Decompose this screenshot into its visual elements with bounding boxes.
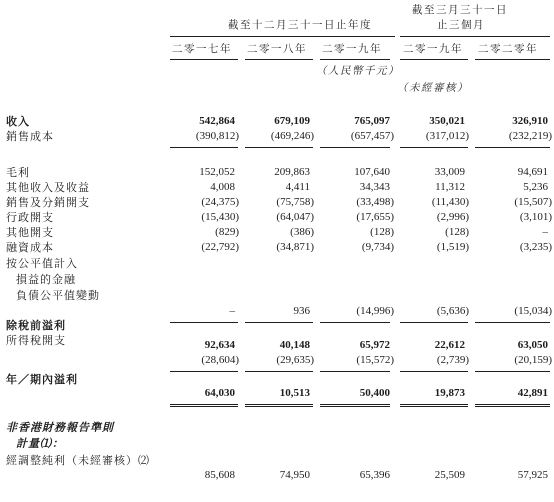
cell-pbt-2017: 92,634 (204, 339, 235, 351)
cell-oi-2020q: 5,236 (523, 181, 548, 193)
rule-cos-2017 (170, 147, 238, 148)
cell-gp-2019q: 33,009 (434, 166, 465, 178)
cell-admin-2017: (15,430) (201, 211, 239, 223)
label-selling-expenses: 銷售及分銷開支 (6, 196, 90, 209)
unaudited-note: （未經審核） (397, 82, 469, 94)
cell-oe-2017: (829) (215, 226, 239, 238)
label-profit-for-period: 年／期內溢利 (6, 373, 78, 386)
col-header-2019-q: 二零一九年 (403, 43, 463, 55)
label-admin-expenses: 行政開支 (6, 211, 54, 224)
col-rule-2020-q (475, 59, 550, 60)
group2-title-line2: 止三個月 (437, 19, 485, 31)
cell-sell-2019q: (11,430) (431, 196, 469, 208)
cell-gp-2017: 152,052 (199, 166, 235, 178)
cell-fv-2019: (14,996) (356, 305, 394, 317)
rule-cos-2020q (475, 147, 550, 148)
cell-revenue-2018: 679,109 (274, 115, 310, 127)
cell-oi-2019: 34,343 (359, 181, 390, 193)
cell-fin-2019: (9,734) (361, 241, 394, 253)
rule-fv-2017 (170, 322, 238, 323)
cell-pfp-2019q: 19,873 (434, 387, 465, 399)
rule-tax-2019 (320, 371, 390, 372)
cell-tax-2017: (28,604) (201, 354, 239, 366)
cell-gp-2018: 209,863 (274, 166, 310, 178)
double-rule-2019q-a (400, 404, 468, 405)
rule-fv-2018 (245, 322, 313, 323)
rule-cos-2019 (320, 147, 390, 148)
label-fv-line2: 損益的金融 (16, 273, 76, 286)
col-rule-2018 (245, 59, 313, 60)
cell-sell-2018: (75,758) (276, 196, 314, 208)
cell-anp-2019: 65,396 (359, 469, 390, 481)
cell-tax-2020q: (20,159) (514, 354, 552, 366)
double-rule-2020q-b (475, 406, 550, 407)
double-rule-2017-b (170, 406, 238, 407)
unit-note: （人民幣千元） (316, 65, 400, 77)
cell-fin-2020q: (3,235) (519, 241, 552, 253)
rule-tax-2019q (400, 371, 468, 372)
cell-tax-2019: (15,572) (356, 354, 394, 366)
cell-gp-2020q: 94,691 (517, 166, 548, 178)
cell-cos-2019: (657,457) (350, 130, 394, 142)
cell-fin-2019q: (1,519) (436, 241, 469, 253)
col-header-2019: 二零一九年 (322, 43, 382, 55)
cell-fv-2018: 936 (293, 305, 310, 317)
col-header-2017: 二零一七年 (172, 43, 232, 55)
cell-anp-2018: 74,950 (279, 469, 310, 481)
cell-fv-2019q: (5,636) (436, 305, 469, 317)
rule-cos-2018 (245, 147, 313, 148)
cell-oe-2019: (128) (370, 226, 394, 238)
label-adjusted-net-profit: 經調整純利（未經審核）⑵ (6, 454, 150, 467)
cell-anp-2019q: 25,509 (434, 469, 465, 481)
double-rule-2018-b (245, 406, 313, 407)
double-rule-2017-a (170, 404, 238, 405)
cell-revenue-2020q: 326,910 (512, 115, 548, 127)
rule-fv-2019q (400, 322, 468, 323)
group1-title: 截至十二月三十一日止年度 (228, 19, 372, 31)
label-profit-before-tax: 除稅前溢利 (6, 319, 66, 332)
cell-cos-2020q: (232,219) (508, 130, 552, 142)
cell-anp-2020q: 57,925 (517, 469, 548, 481)
cell-oi-2018: 4,411 (285, 181, 310, 193)
cell-fin-2018: (34,871) (276, 241, 314, 253)
cell-sell-2020q: (15,507) (514, 196, 552, 208)
rule-tax-2020q (475, 371, 550, 372)
cell-pbt-2019: 65,972 (359, 339, 390, 351)
double-rule-2018-a (245, 404, 313, 405)
cell-gp-2019: 107,640 (354, 166, 390, 178)
cell-tax-2018: (29,635) (276, 354, 314, 366)
label-non-hkfrs-line2: 計量⑴： (16, 437, 64, 450)
cell-revenue-2019: 765,097 (354, 115, 390, 127)
cell-revenue-2017: 542,864 (199, 115, 235, 127)
col-rule-2019-q (400, 59, 468, 60)
label-finance-costs: 融資成本 (6, 241, 54, 254)
cell-tax-2019q: (2,739) (436, 354, 469, 366)
cell-cos-2019q: (317,012) (425, 130, 469, 142)
col-header-2018: 二零一八年 (247, 43, 307, 55)
cell-admin-2019: (17,655) (356, 211, 394, 223)
cell-fv-2017: – (229, 305, 235, 317)
rule-fv-2019 (320, 322, 390, 323)
cell-admin-2020q: (3,101) (519, 211, 552, 223)
cell-pfp-2018: 10,513 (279, 387, 310, 399)
double-rule-2019q-b (400, 406, 468, 407)
cell-fv-2020q: (15,034) (514, 305, 552, 317)
cell-pbt-2018: 40,148 (279, 339, 310, 351)
col-rule-2019 (320, 59, 390, 60)
label-income-tax: 所得稅開支 (6, 334, 66, 347)
label-other-income: 其他收入及收益 (6, 181, 90, 194)
label-cost-of-sales: 銷售成本 (6, 130, 54, 143)
rule-tax-2018 (245, 371, 313, 372)
cell-admin-2019q: (2,996) (436, 211, 469, 223)
label-other-expenses: 其他開支 (6, 226, 54, 239)
group2-rule (400, 36, 550, 37)
col-rule-2017 (170, 59, 238, 60)
col-header-2020-q: 二零二零年 (478, 43, 538, 55)
cell-pbt-2019q: 22,612 (434, 339, 465, 351)
cell-oe-2018: (386) (290, 226, 314, 238)
cell-pbt-2020q: 63,050 (517, 339, 548, 351)
label-fv-line1: 按公平值計入 (6, 257, 78, 270)
double-rule-2019-b (320, 406, 390, 407)
double-rule-2020q-a (475, 404, 550, 405)
double-rule-2019-a (320, 404, 390, 405)
cell-cos-2017: (390,812) (195, 130, 239, 142)
label-fv-line3: 負債公平值變動 (16, 289, 100, 302)
cell-pfp-2019: 50,400 (359, 387, 390, 399)
label-revenue: 收入 (6, 115, 30, 128)
cell-oi-2017: 4,008 (210, 181, 235, 193)
cell-fin-2017: (22,792) (201, 241, 239, 253)
cell-oe-2020q: – (542, 226, 548, 238)
cell-oi-2019q: 11,312 (435, 181, 465, 193)
group1-rule (170, 36, 395, 37)
cell-anp-2017: 85,608 (204, 469, 235, 481)
rule-tax-2017 (170, 371, 238, 372)
label-non-hkfrs-line1: 非香港財務報告準則 (6, 421, 114, 434)
cell-sell-2019: (33,498) (356, 196, 394, 208)
cell-cos-2018: (469,246) (270, 130, 314, 142)
cell-pfp-2017: 64,030 (204, 387, 235, 399)
rule-cos-2019q (400, 147, 468, 148)
cell-pfp-2020q: 42,891 (517, 387, 548, 399)
group2-title-line1: 截至三月三十一日 (412, 4, 508, 16)
rule-fv-2020q (475, 322, 550, 323)
cell-oe-2019q: (128) (445, 226, 469, 238)
cell-admin-2018: (64,047) (276, 211, 314, 223)
cell-revenue-2019q: 350,021 (429, 115, 465, 127)
label-gross-profit: 毛利 (6, 166, 30, 179)
cell-sell-2017: (24,375) (201, 196, 239, 208)
